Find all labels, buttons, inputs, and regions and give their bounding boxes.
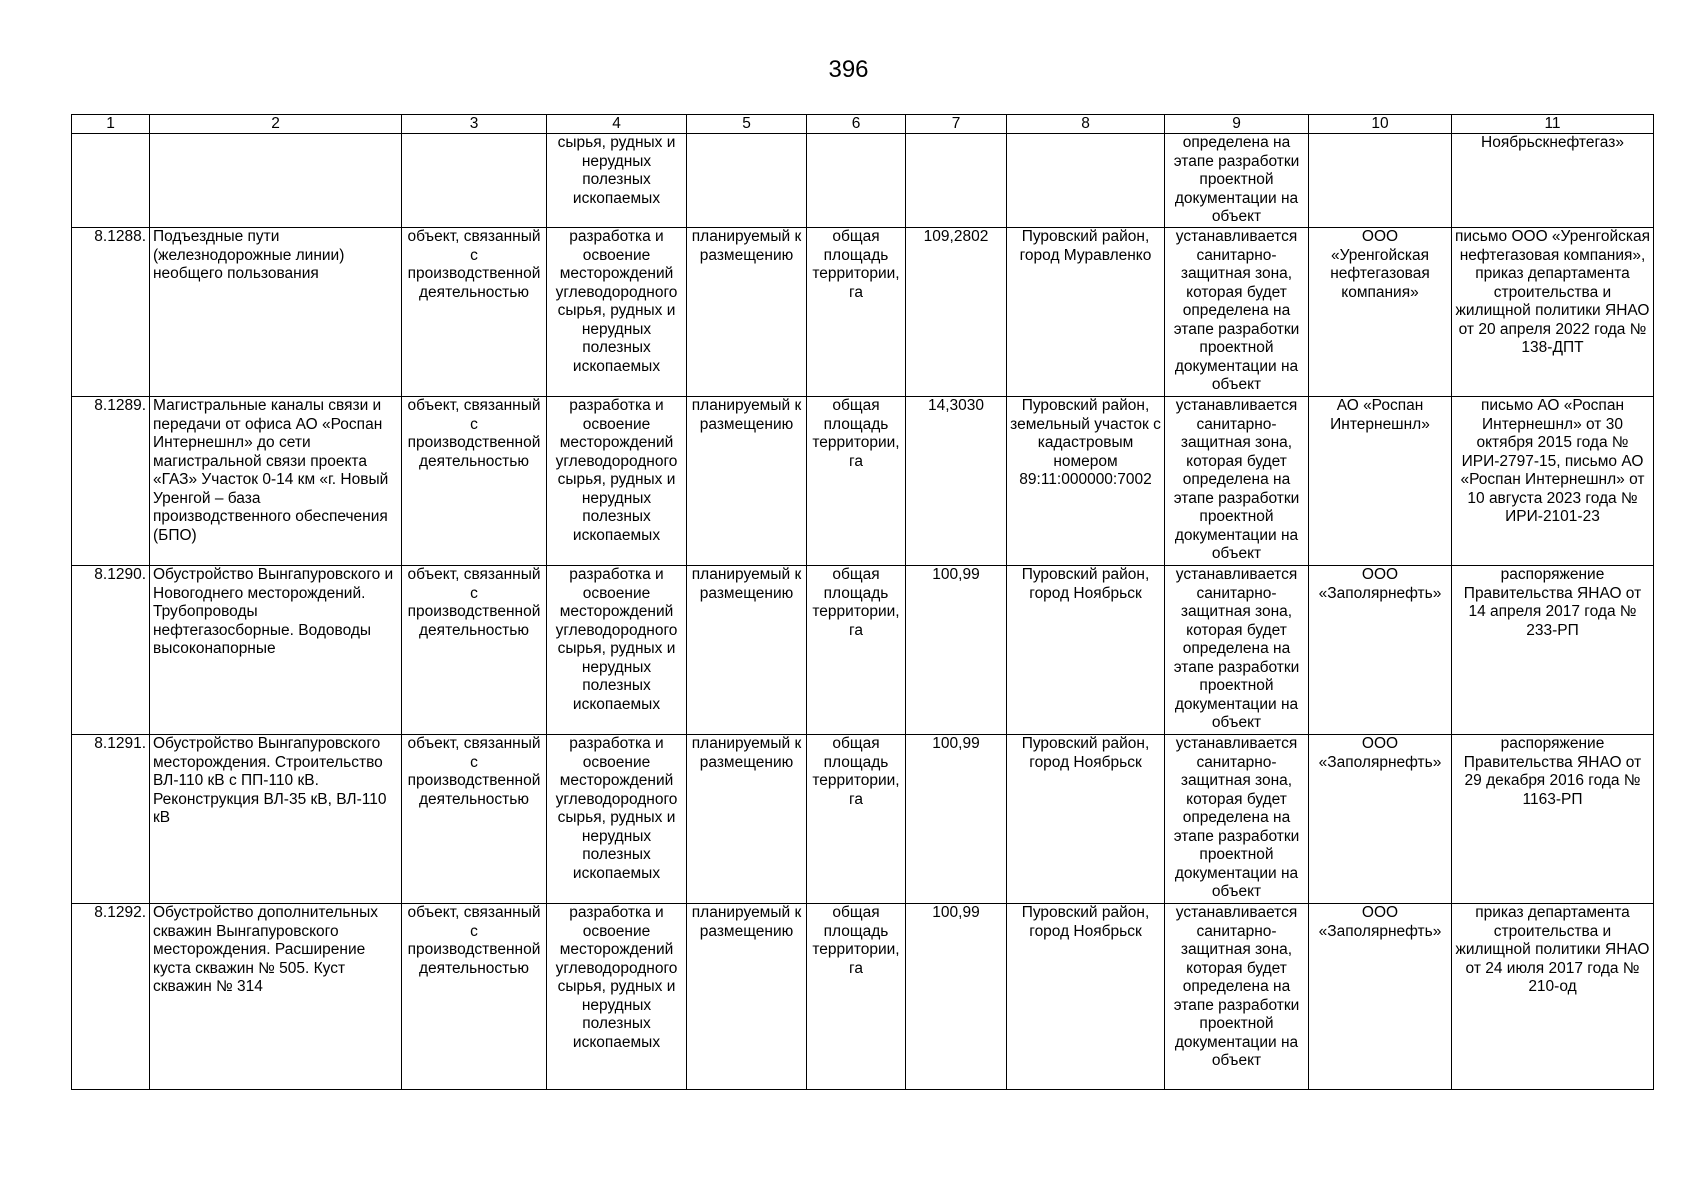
object-location: Пуровский район, город Ноябрьск (1007, 904, 1165, 1090)
protection-zone: устанавливается санитарно-защитная зона, которая будет определена на этапе разработки проектной документации на объект (1165, 904, 1309, 1090)
object-location: Пуровский район, город Ноябрьск (1007, 566, 1165, 735)
area-label: общая площадь территории, га (807, 904, 906, 1090)
legal-basis: распоряжение Правительства ЯНАО от 29 декабря 2016 года № 1163-РП (1452, 735, 1654, 904)
column-header-1: 1 (72, 115, 150, 134)
legal-basis: приказ департамента строительства и жилищной политики ЯНАО от 24 июля 2017 года № 210-од (1452, 904, 1654, 1090)
object-status: планируемый к размещению (687, 735, 807, 904)
column-header-4: 4 (547, 115, 687, 134)
object-status: планируемый к размещению (687, 904, 807, 1090)
object-name: Обустройство Вынгапуровского и Новогоднего месторождений. Трубопроводы нефтегазосборные. Водоводы высоконапорные (150, 566, 402, 735)
area-value: 100,99 (906, 566, 1007, 735)
object-type: объект, связанный с производственной деятельностью (402, 904, 547, 1090)
object-status: планируемый к размещению (687, 566, 807, 735)
object-type (402, 134, 547, 228)
object-purpose: разработка и освоение месторождений углеводородного сырья, рудных и нерудных полезных ископаемых (547, 735, 687, 904)
column-header-2: 2 (150, 115, 402, 134)
legal-basis: Ноябрьскнефтегаз» (1452, 134, 1654, 228)
area-label: общая площадь территории, га (807, 228, 906, 397)
table-row (72, 134, 1654, 228)
column-header-3: 3 (402, 115, 547, 134)
area-value: 14,3030 (906, 397, 1007, 566)
column-header-7: 7 (906, 115, 1007, 134)
object-purpose: разработка и освоение месторождений углеводородного сырья, рудных и нерудных полезных ископаемых (547, 228, 687, 397)
column-header-10: 10 (1309, 115, 1452, 134)
object-name: Обустройство Вынгапуровского месторождения. Строительство ВЛ-110 кВ с ПП-110 кВ. Реконструкция ВЛ-35 кВ, ВЛ-110 кВ (150, 735, 402, 904)
object-owner: АО «Роспан Интернешнл» (1309, 397, 1452, 566)
object-location: Пуровский район, город Муравленко (1007, 228, 1165, 397)
protection-zone: устанавливается санитарно-защитная зона, которая будет определена на этапе разработки проектной документации на объект (1165, 566, 1309, 735)
legal-basis: письмо ООО «Уренгойская нефтегазовая компания», приказ департамента строительства и жилищной политики ЯНАО от 20 апреля 2022 года № 138-ДПТ (1452, 228, 1654, 397)
protection-zone: определена на этапе разработки проектной документации на объект (1165, 134, 1309, 228)
row-number: 8.1291. (72, 735, 150, 904)
table-row (72, 735, 1654, 904)
row-number (72, 134, 150, 228)
area-value (906, 134, 1007, 228)
column-header-9: 9 (1165, 115, 1309, 134)
object-purpose: разработка и освоение месторождений углеводородного сырья, рудных и нерудных полезных ископаемых (547, 566, 687, 735)
object-name: Обустройство дополнительных скважин Вынгапуровского месторождения. Расширение куста скважин № 505. Куст скважин № 314 (150, 904, 402, 1090)
table-row (72, 904, 1654, 1090)
row-number: 8.1292. (72, 904, 150, 1090)
area-value: 100,99 (906, 904, 1007, 1090)
object-purpose: сырья, рудных и нерудных полезных ископаемых (547, 134, 687, 228)
protection-zone: устанавливается санитарно-защитная зона, которая будет определена на этапе разработки проектной документации на объект (1165, 735, 1309, 904)
object-status: планируемый к размещению (687, 228, 807, 397)
object-status: планируемый к размещению (687, 397, 807, 566)
object-owner: ООО «Уренгойская нефтегазовая компания» (1309, 228, 1452, 397)
legal-basis: распоряжение Правительства ЯНАО от 14 апреля 2017 года № 233-РП (1452, 566, 1654, 735)
protection-zone: устанавливается санитарно-защитная зона, которая будет определена на этапе разработки проектной документации на объект (1165, 397, 1309, 566)
column-header-5: 5 (687, 115, 807, 134)
area-label (807, 134, 906, 228)
object-type: объект, связанный с производственной деятельностью (402, 566, 547, 735)
object-purpose: разработка и освоение месторождений углеводородного сырья, рудных и нерудных полезных ископаемых (547, 904, 687, 1090)
header-row (72, 115, 1654, 134)
column-header-6: 6 (807, 115, 906, 134)
table-row (72, 228, 1654, 397)
object-owner: ООО «Заполярнефть» (1309, 904, 1452, 1090)
row-number: 8.1290. (72, 566, 150, 735)
area-label: общая площадь территории, га (807, 735, 906, 904)
object-name (150, 134, 402, 228)
area-value: 100,99 (906, 735, 1007, 904)
object-purpose: разработка и освоение месторождений углеводородного сырья, рудных и нерудных полезных ископаемых (547, 397, 687, 566)
table-row (72, 566, 1654, 735)
object-owner (1309, 134, 1452, 228)
object-location: Пуровский район, земельный участок с кадастровым номером 89:11:000000:7002 (1007, 397, 1165, 566)
column-header-11: 11 (1452, 115, 1654, 134)
area-label: общая площадь территории, га (807, 566, 906, 735)
object-owner: ООО «Заполярнефть» (1309, 735, 1452, 904)
object-owner: ООО «Заполярнефть» (1309, 566, 1452, 735)
object-type: объект, связанный с производственной деятельностью (402, 228, 547, 397)
document-table (71, 114, 1654, 1090)
object-status (687, 134, 807, 228)
row-number: 8.1288. (72, 228, 150, 397)
column-header-8: 8 (1007, 115, 1165, 134)
legal-basis: письмо АО «Роспан Интернешнл» от 30 октября 2015 года № ИРИ-2797-15, письмо АО «Роспан Интернешнл» от 10 августа 2023 года № ИРИ-2101-23 (1452, 397, 1654, 566)
table-row (72, 397, 1654, 566)
object-name: Магистральные каналы связи и передачи от офиса АО «Роспан Интернешнл» до сети магистральной связи проекта «ГАЗ» Участок 0-14 км «г. Новый Уренгой – база производственного обеспечения (БПО) (150, 397, 402, 566)
row-number: 8.1289. (72, 397, 150, 566)
area-value: 109,2802 (906, 228, 1007, 397)
protection-zone: устанавливается санитарно-защитная зона, которая будет определена на этапе разработки проектной документации на объект (1165, 228, 1309, 397)
object-type: объект, связанный с производственной деятельностью (402, 735, 547, 904)
object-location (1007, 134, 1165, 228)
page-number: 396 (828, 56, 869, 83)
object-type: объект, связанный с производственной деятельностью (402, 397, 547, 566)
object-name: Подъездные пути (железнодорожные линии) необщего пользования (150, 228, 402, 397)
area-label: общая площадь территории, га (807, 397, 906, 566)
object-location: Пуровский район, город Ноябрьск (1007, 735, 1165, 904)
